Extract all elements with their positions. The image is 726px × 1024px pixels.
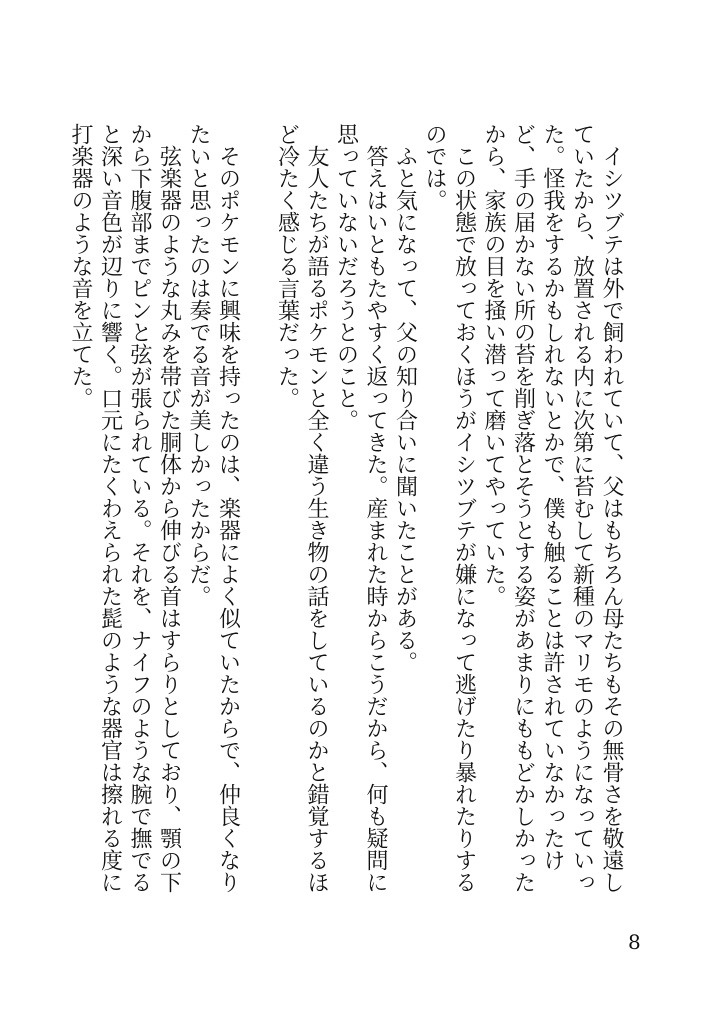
- paragraph-7: 弦楽器のような丸みを帯びた胴体から伸びる首はすらりとしており、顎の下から下腹部までピンと弦が張られている。それを、ナイフのような腕で撫でると深い音色が辺りに響く。口元にたくわえられた髭のような器官は擦れる度に打楽器のような音を立てた。: [68, 123, 182, 893]
- page-number: 8: [628, 930, 641, 954]
- body-text: [66, 123, 627, 913]
- paragraph-4: 答えはいともたやすく返ってきた。産まれた時からこうだから、何も疑問に思っていないだろうとのこと。: [333, 123, 388, 893]
- paragraph-6: そのポケモンに興味を持ったのは、楽器によく似ていたからで、仲良くなりたいと思ったのは奏でる音が美しかったからだ。: [186, 123, 241, 893]
- paragraph-3: ふと気になって、父の知り合いに聞いたことがある。: [392, 145, 418, 673]
- paragraph-1: イシツブテは外で飼われていて、父はもちろん母たちもその無骨さを敬遠していたから、放置される内に次第に苔むして新種のマリモのようになっていった。怪我をするかもしれないとかで、僕も触ることは許されていなかったけど、手の届かない所の苔を削ぎ落とそうとする姿があまりにももどかしかったから、家族の目を掻い潜って磨いてやっていた。: [481, 123, 624, 893]
- paragraph-5: 友人たちが語るポケモンと全く違う生き物の話をしているのかと錯覚するほど冷たく感じる言葉だった。: [274, 123, 329, 893]
- paragraph-2: この状態で放っておくほうがイシツブテが嫌になって逃げたり暴れたりするのでは。: [422, 123, 477, 893]
